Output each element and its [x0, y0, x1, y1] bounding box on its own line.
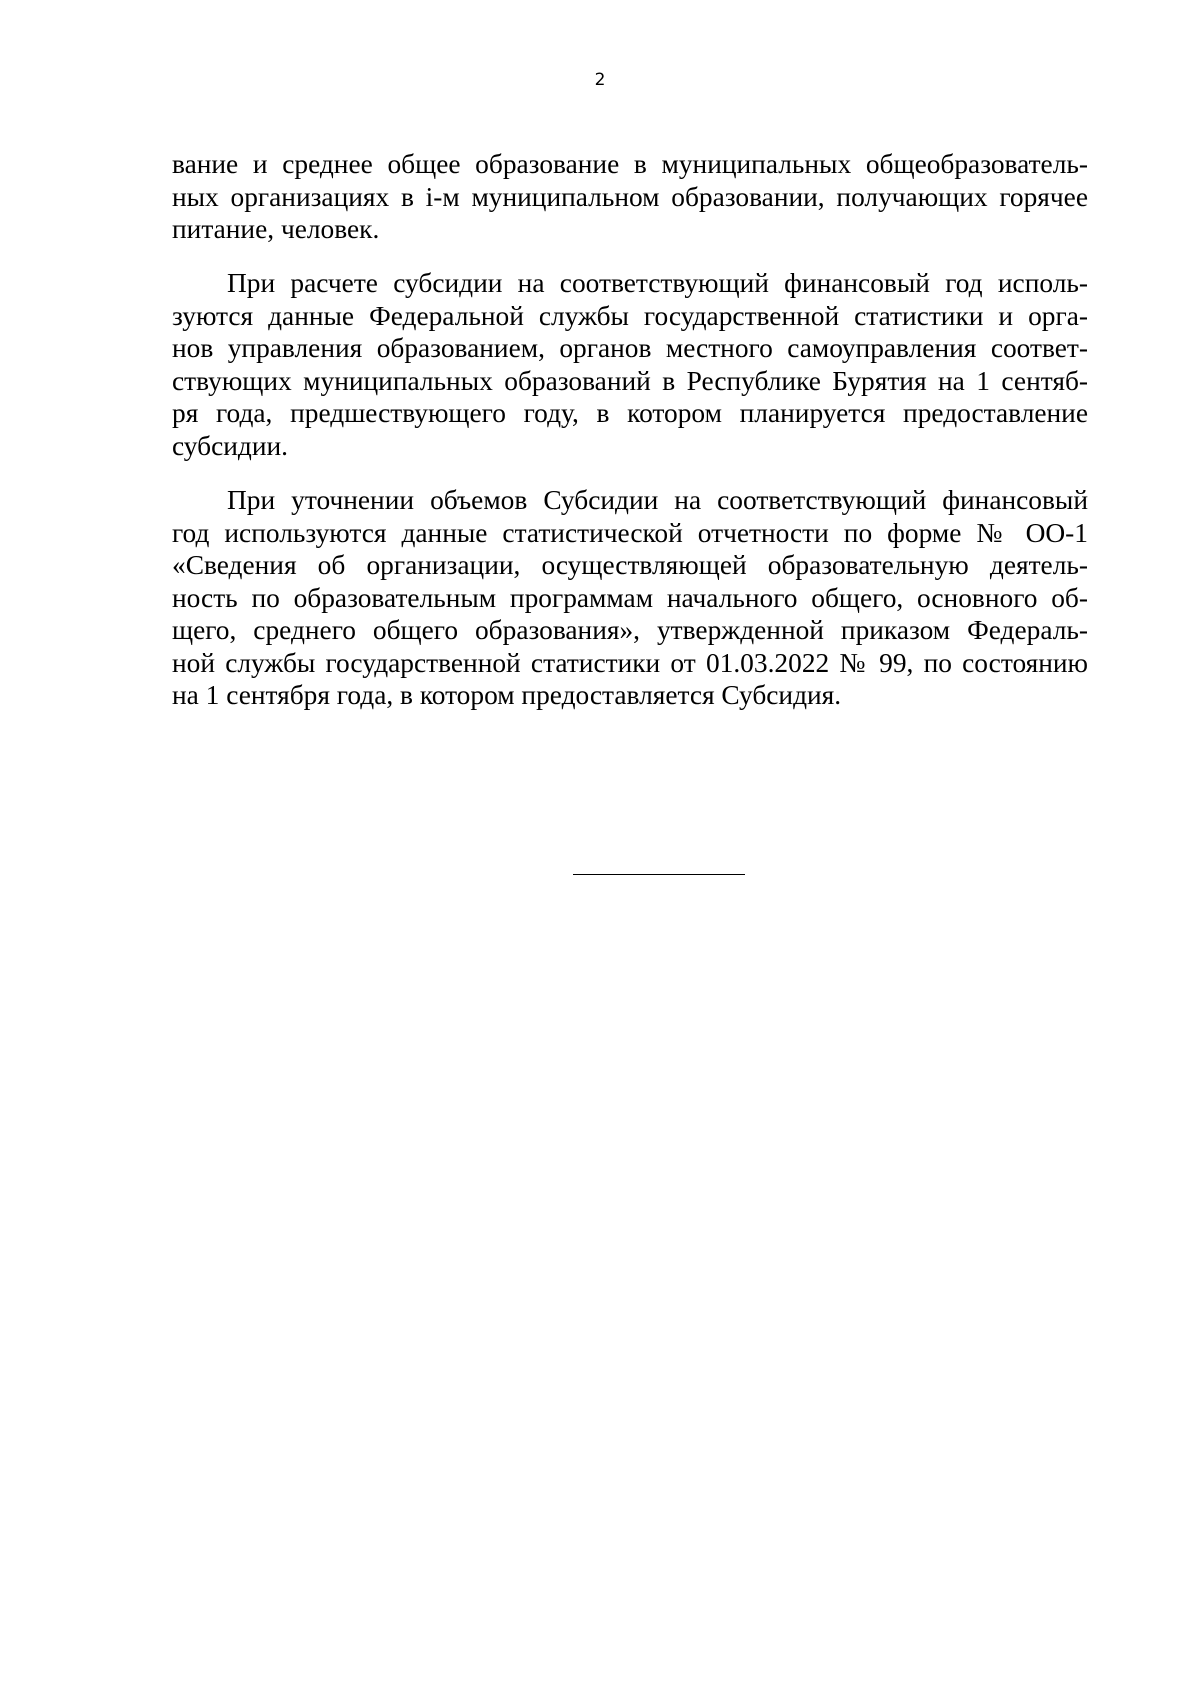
paragraph-line: При расчете субсидии на соответствующий финансовый год исполь- — [227, 268, 1088, 298]
paragraph-line: При уточнении объемов Субсидии на соответствующий финансовый — [227, 485, 1088, 515]
paragraph-line: на 1 сентября года, в котором предоставляется Субсидия. — [172, 680, 842, 710]
paragraph-line: зуются данные Федеральной службы государственной статистики и орга- — [172, 301, 1088, 331]
paragraph-line: щего, среднего общего образования», утвержденной приказом Федераль- — [172, 615, 1088, 645]
paragraph-line: субсидии. — [172, 431, 288, 461]
paragraph-line: нов управления образованием, органов местного самоуправления соответ- — [172, 333, 1088, 363]
end-separator-line — [573, 874, 745, 875]
paragraph-line: «Сведения об организации, осуществляющей образовательную деятель- — [172, 550, 1088, 580]
paragraph-line: ствующих муниципальных образований в Республике Бурятия на 1 сентяб- — [172, 366, 1088, 396]
page-number: 2 — [594, 70, 606, 90]
paragraph-line: ря года, предшествующего году, в котором планируется предоставление — [172, 398, 1088, 428]
paragraph-line: вание и среднее общее образование в муниципальных общеобразователь- — [172, 149, 1088, 179]
paragraph-line: питание, человек. — [172, 214, 380, 244]
paragraph-line: год используются данные статистической отчетности по форме № ОО-1 — [172, 518, 1088, 548]
paragraph-line: ных организациях в i-м муниципальном образовании, получающих горячее — [172, 182, 1088, 212]
paragraph-line: ность по образовательным программам начального общего, основного об- — [172, 583, 1088, 613]
paragraph-line: ной службы государственной статистики от 01.03.2022 № 99, по состоянию — [172, 648, 1088, 678]
